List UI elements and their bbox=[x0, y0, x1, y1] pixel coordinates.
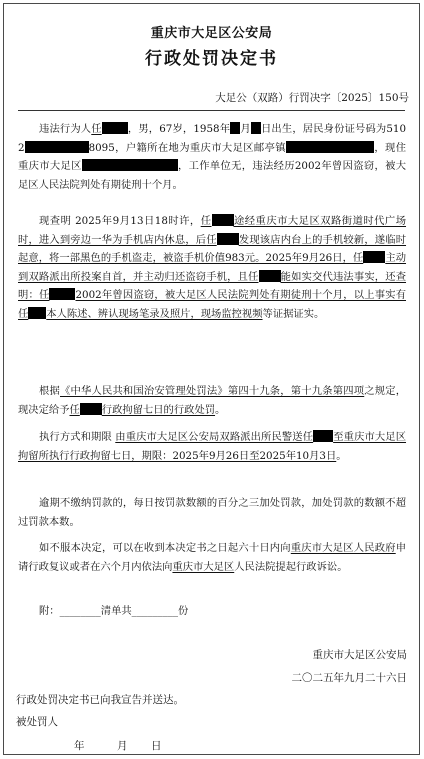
legal-basis-paragraph: 根据《中华人民共和国治安管理处罚法》第四十九条，第十九条第四项之规定，现决定给予任 行政拘留七日的行政处罚。 bbox=[18, 385, 407, 416]
redaction-block bbox=[25, 141, 89, 153]
attachment-line: 附：________清单共_________份 bbox=[39, 605, 189, 617]
redaction-block bbox=[102, 122, 128, 134]
redaction-block bbox=[230, 122, 240, 134]
redaction-block bbox=[326, 141, 374, 153]
receipt-day-label: 日 bbox=[151, 740, 162, 752]
redaction-block bbox=[251, 122, 261, 134]
document-page bbox=[3, 3, 420, 755]
signature-date: 二〇二五年九月二十六日 bbox=[291, 672, 407, 684]
issuing-authority: 重庆市大足区公安局 bbox=[150, 26, 273, 41]
redaction-block bbox=[313, 430, 333, 442]
facts-paragraph: 现查明 2025年9月13日18时许，任 途经重庆市大足区双路街道时代广场时，进入到旁边一华为手机店内休息，后任 发现该店内台上的手机较新，遂临时起意，将一部黑色的手机盗走，被盗手机价值983元。2025年9月26日，任 主动到双路派出所投案自首，并主动归还盗窃手机，且任 能如实交代违法事实，还查明：任 2002年曾因盗窃，被大足区人民法院判处有期徒刑十个月，以上事实有任 本人陈述、辨认现场笔录及照片，现场监控视频等证据证实。 bbox=[18, 215, 407, 320]
redaction-block bbox=[82, 159, 178, 171]
redaction-block bbox=[217, 233, 239, 245]
late-fee-paragraph: 逾期不缴纳罚款的，每日按罚款数额的百分之三加处罚款，加处罚款的数额不超过罚款本数。 bbox=[18, 497, 406, 528]
redaction-block bbox=[259, 270, 281, 282]
offender-name: 任 bbox=[91, 123, 127, 135]
redaction-block bbox=[49, 288, 75, 300]
execution-paragraph: 执行方式和期限 由重庆市大足区公安局双路派出所民警送任 至重庆市大足区拘留所执行行政拘留七日，期限：2025年9月26日至2025年10月3日。 bbox=[18, 431, 407, 462]
offender-info-paragraph: 违法行为人任 ，男，67岁，1958年 月 日出生，居民身份证号码为5102 8095，户籍所在地为重庆市大足区邮亭镇 ，现住重庆市大足区 ，工作单位无，违法经历2002年曾因盗窃，被大足区人民法院判处有期徒刑十个月。 bbox=[18, 123, 407, 191]
redaction-block bbox=[363, 251, 385, 263]
redaction-block bbox=[80, 403, 102, 415]
header-divider bbox=[18, 110, 405, 111]
appeal-rights-paragraph: 如不服本决定，可以在收到本决定书之日起六十日内向重庆市大足区人民政府申请行政复议或者在六个月内依法向重庆市大足区人民法院提起行政诉讼。 bbox=[18, 542, 407, 573]
receipt-year-label: 年 bbox=[74, 740, 85, 752]
receipt-statement: 行政处罚决定书已向我宣告并送达。 bbox=[16, 694, 184, 706]
recipient-label: 被处罚人 bbox=[16, 716, 58, 728]
redaction-block bbox=[212, 214, 234, 226]
redaction-block bbox=[28, 307, 46, 319]
document-number: 大足公（双路）行罚决字〔2025〕150号 bbox=[215, 92, 409, 104]
receipt-month-label: 月 bbox=[117, 740, 128, 752]
document-title: 行政处罚决定书 bbox=[145, 49, 278, 69]
redaction-block bbox=[286, 141, 326, 153]
signature-org: 重庆市大足区公安局 bbox=[312, 649, 407, 661]
